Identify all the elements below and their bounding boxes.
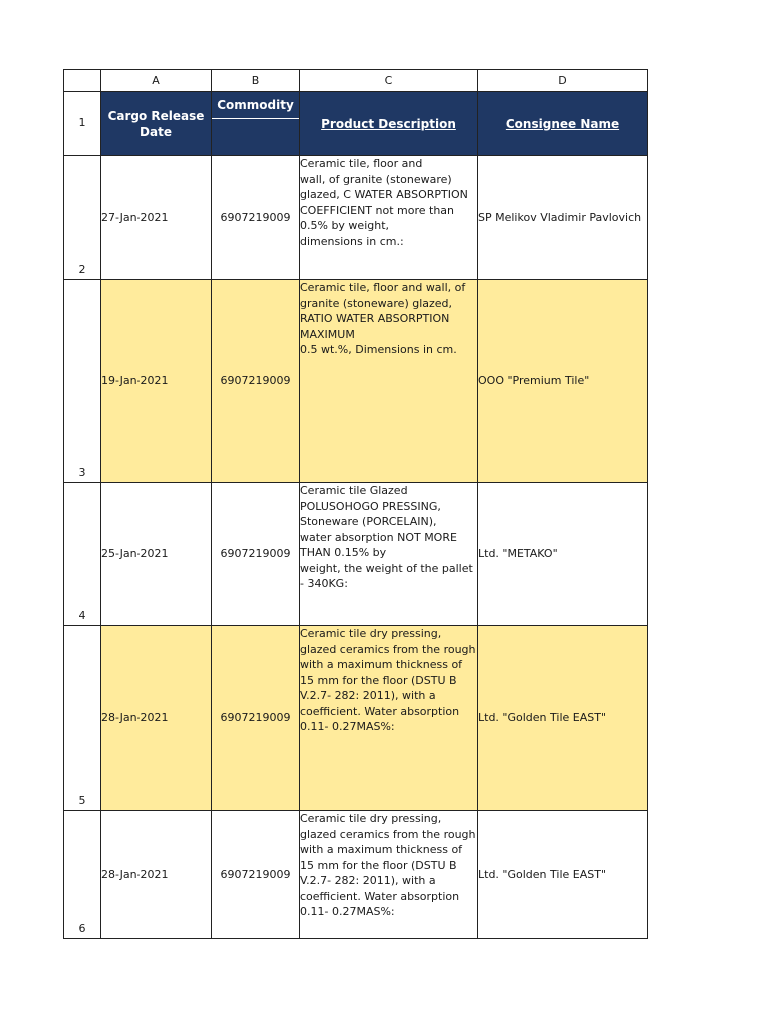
- table-row: [64, 811, 648, 939]
- row-number[interactable]: 2: [64, 156, 101, 280]
- cell-product-description[interactable]: Ceramic tile, floor and wall, of granite (stoneware) glazed, RATIO WATER ABSORPTION MAXIMUM 0.5 wt.%, Dimensions in cm.: [300, 280, 478, 483]
- table-row: [64, 280, 648, 483]
- header-commodity-label: Commodity: [212, 92, 299, 119]
- cell-product-description[interactable]: Ceramic tile dry pressing, glazed ceramics from the rough with a maximum thickness of 15 mm for the floor (DSTU B V.2.7- 282: 2011), with a coefficient. Water absorption 0.11- 0.27MAS%:: [300, 626, 478, 811]
- cell-commodity-code[interactable]: 6907219009: [212, 156, 300, 280]
- row-number[interactable]: 6: [64, 811, 101, 939]
- cell-date[interactable]: 19-Jan-2021: [101, 280, 212, 483]
- data-table: [63, 69, 648, 939]
- row-number[interactable]: 5: [64, 626, 101, 811]
- table-row: [64, 626, 648, 811]
- cell-date[interactable]: 28-Jan-2021: [101, 811, 212, 939]
- column-header-a[interactable]: A: [101, 70, 212, 92]
- header-consignee-name[interactable]: [478, 92, 648, 156]
- cell-consignee-name[interactable]: OOO "Premium Tile": [478, 280, 648, 483]
- spreadsheet: [63, 69, 648, 939]
- cell-consignee-name[interactable]: Ltd. "Golden Tile EAST": [478, 626, 648, 811]
- cell-consignee-name[interactable]: SP Melikov Vladimir Pavlovich: [478, 156, 648, 280]
- cell-product-description[interactable]: Ceramic tile, floor and wall, of granite (stoneware) glazed, C WATER ABSORPTION COEFFICIENT not more than 0.5% by weight, dimensions in cm.:: [300, 156, 478, 280]
- cell-date[interactable]: 28-Jan-2021: [101, 626, 212, 811]
- table-row: [64, 156, 648, 280]
- header-commodity[interactable]: [212, 92, 300, 156]
- cell-consignee-name[interactable]: Ltd. "Golden Tile EAST": [478, 811, 648, 939]
- cell-product-description[interactable]: Ceramic tile Glazed POLUSOHOGO PRESSING, Stoneware (PORCELAIN), water absorption NOT MORE THAN 0.15% by weight, the weight of the pallet - 340KG:: [300, 483, 478, 626]
- column-header-d[interactable]: D: [478, 70, 648, 92]
- cell-date[interactable]: 27-Jan-2021: [101, 156, 212, 280]
- cell-date[interactable]: 25-Jan-2021: [101, 483, 212, 626]
- table-row: [64, 483, 648, 626]
- column-header-c[interactable]: C: [300, 70, 478, 92]
- column-header-b[interactable]: B: [212, 70, 300, 92]
- header-product-description-label: Product Description: [321, 116, 456, 131]
- row-number[interactable]: 4: [64, 483, 101, 626]
- header-cargo-release-date[interactable]: Cargo Release Date: [101, 92, 212, 156]
- row-number[interactable]: 3: [64, 280, 101, 483]
- cell-commodity-code[interactable]: 6907219009: [212, 811, 300, 939]
- corner-cell[interactable]: [64, 70, 101, 92]
- cell-commodity-code[interactable]: 6907219009: [212, 280, 300, 483]
- row-number[interactable]: 1: [64, 92, 101, 156]
- header-product-description[interactable]: [300, 92, 478, 156]
- cell-product-description[interactable]: Ceramic tile dry pressing, glazed ceramics from the rough with a maximum thickness of 15 mm for the floor (DSTU B V.2.7- 282: 2011), with a coefficient. Water absorption 0.11- 0.27MAS%:: [300, 811, 478, 939]
- table-header-row: [64, 92, 648, 156]
- cell-commodity-code[interactable]: 6907219009: [212, 483, 300, 626]
- cell-commodity-code[interactable]: 6907219009: [212, 626, 300, 811]
- column-header-row: [64, 70, 648, 92]
- cell-consignee-name[interactable]: Ltd. "METAKO": [478, 483, 648, 626]
- header-consignee-name-label: Consignee Name: [505, 116, 620, 131]
